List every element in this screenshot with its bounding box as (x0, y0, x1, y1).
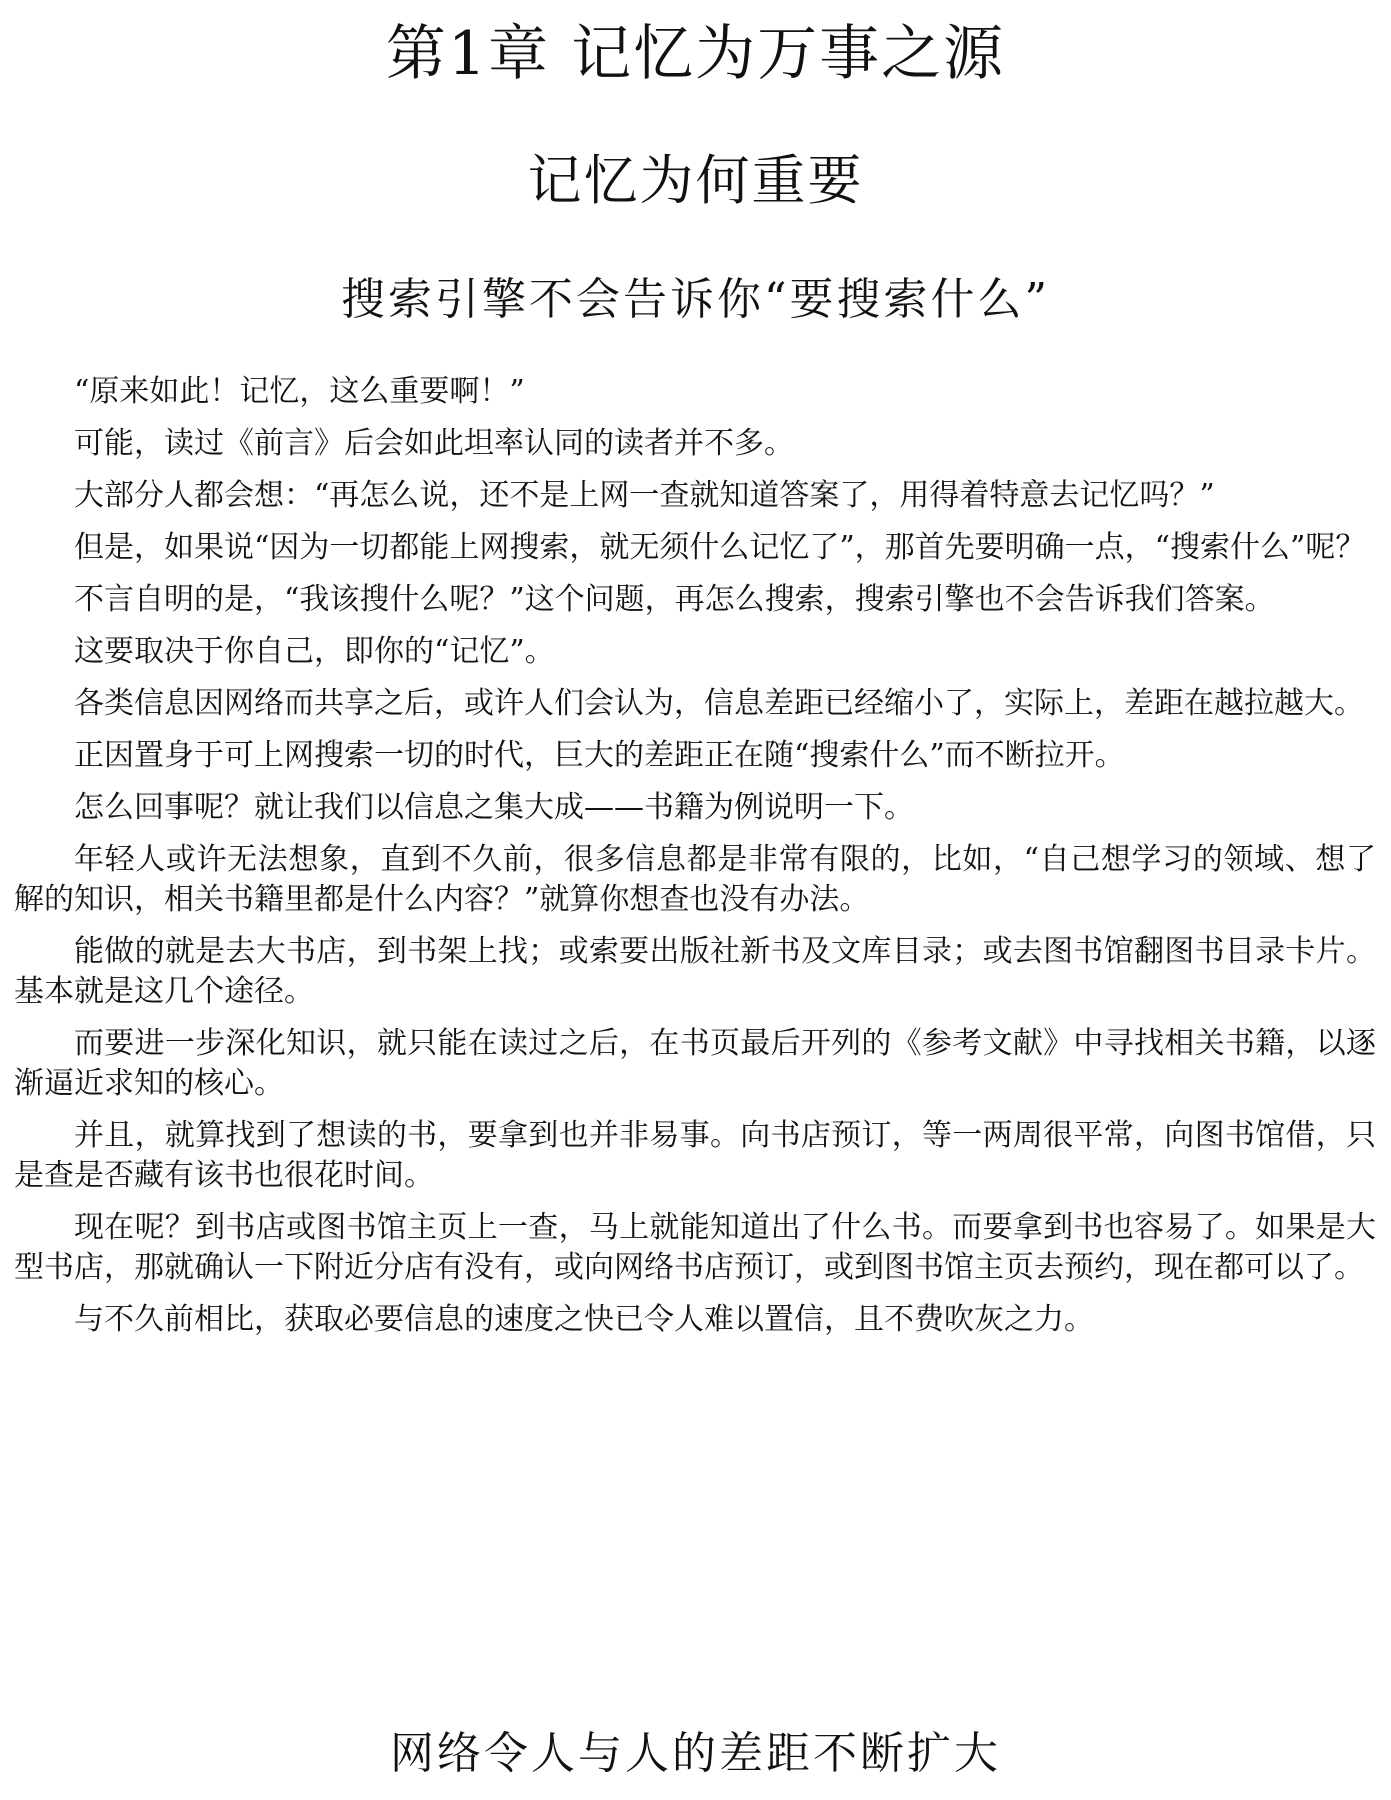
section-title: 记忆为何重要 (527, 149, 864, 212)
paragraph: 年轻人或许无法想象，直到不久前，很多信息都是非常有限的，比如，“自己想学习的领域、想了解的知识，相关书籍里都是什么内容？”就算你想查也没有办法。 (14, 842, 1376, 917)
paragraph: 各类信息因网络而共享之后，或许人们会认为，信息差距已经缩小了，实际上，差距在越拉越大。 (74, 686, 1364, 721)
paragraph: 能做的就是去大书店，到书架上找；或索要出版社新书及文库目录；或去图书馆翻图书目录卡片。基本就是这几个途径。 (14, 934, 1376, 1009)
paragraph: 怎么回事呢？就让我们以信息之集大成——书籍为例说明一下。 (74, 790, 914, 825)
paragraph: 但是，如果说“因为一切都能上网搜索，就无须什么记忆了”，那首先要明确一点，“搜索什么”呢？ (74, 530, 1366, 565)
paragraph: 现在呢？到书店或图书馆主页上一查，马上就能知道出了什么书。而要拿到书也容易了。如果是大型书店，那就确认一下附近分店有没有，或向网络书店预订，或到图书馆主页去预约，现在都可以了。 (14, 1210, 1376, 1285)
paragraph: 大部分人都会想：“再怎么说，还不是上网一查就知道答案了，用得着特意去记忆吗？” (74, 478, 1215, 513)
paragraph: 并且，就算找到了想读的书，要拿到也并非易事。向书店预订，等一两周很平常，向图书馆借，只是查是否藏有该书也很花时间。 (14, 1118, 1376, 1193)
body-text (14, 372, 1376, 1352)
paragraph: “原来如此！记忆，这么重要啊！” (74, 374, 525, 409)
paragraph: 与不久前相比，获取必要信息的速度之快已令人难以置信，且不费吹灰之力。 (74, 1302, 1094, 1337)
chapter-title: 第1章 记忆为万事之源 (385, 19, 1006, 89)
paragraph: 不言自明的是，“我该搜什么呢？”这个问题，再怎么搜索，搜索引擎也不会告诉我们答案。 (74, 582, 1275, 617)
paragraph: 而要进一步深化知识，就只能在读过之后，在书页最后开列的《参考文献》中寻找相关书籍，以逐渐逼近求知的核心。 (14, 1026, 1376, 1101)
subsection-title-search: 搜索引擎不会告诉你“要搜索什么” (341, 274, 1050, 325)
paragraph: 这要取决于你自己，即你的“记忆”。 (74, 634, 555, 669)
paragraph: 正因置身于可上网搜索一切的时代，巨大的差距正在随“搜索什么”而不断拉开。 (74, 738, 1125, 773)
paragraph: 可能，读过《前言》后会如此坦率认同的读者并不多。 (74, 426, 794, 461)
subsection-title-network-gap: 网络令人与人的差距不断扩大 (390, 1728, 1001, 1779)
